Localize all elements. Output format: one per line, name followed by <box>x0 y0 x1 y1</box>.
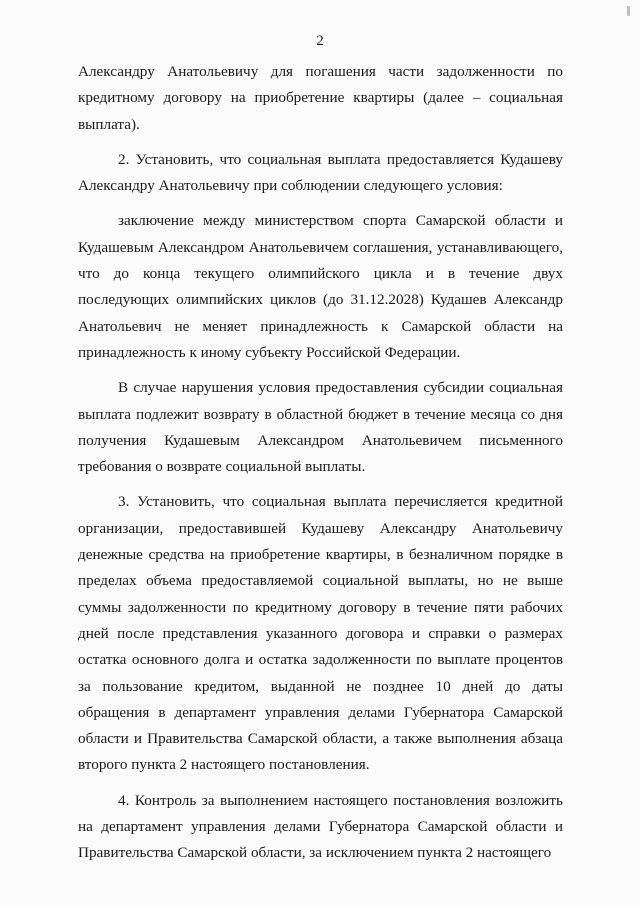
paragraph-item-3: 3. Установить, что социальная выплата перечисляется кредитной организации, предоставившей Кудашеву Александру Анатольевичу денежные средства на приобретение квартиры, в безналичном порядке в пределах объема предоставляемой социальной выплаты, но не выше суммы задолженности по кредитному договору в течение пяти рабочих дней после представления указанного договора и справки о размерах остатка основного долга и остатка задолженности по выплате процентов за пользование кредитом, выданной не позднее 10 дней до даты обращения в департамент управления делами Губернатора Самарской области и Правительства Самарской области, а также выполнения абзаца второго пункта 2 настоящего постановления. <box>78 493 563 774</box>
paragraph-item-2: 2. Установить, что социальная выплата предоставляется Кудашеву Александру Анатольевичу при соблюдении следующего условия: <box>78 150 563 195</box>
paragraph-continuation: Александру Анатольевичу для погашения части задолженности по кредитному договору на приобретение квартиры (далее – социальная выплата). <box>78 63 563 133</box>
scan-speck <box>627 6 630 16</box>
document-body <box>78 59 563 867</box>
paragraph-violation: В случае нарушения условия предоставления субсидии социальная выплата подлежит возврату в областной бюджет в течение месяца со дня получения Кудашевым Александром Анатольевичем письменного требования о возврате социальной выплаты. <box>78 379 563 476</box>
paragraph-condition: заключение между министерством спорта Самарской области и Кудашевым Александром Анатольевичем соглашения, устанавливающего, что до конца текущего олимпийского цикла и в течение двух последующих олимпийских циклов (до 31.12.2028) Кудашев Александр Анатольевич не меняет принадлежность к Самарской области на принадлежность к иному субъекту Российской Федерации. <box>78 212 563 361</box>
page-number: 2 <box>316 33 324 49</box>
paragraph-item-4: 4. Контроль за выполнением настоящего постановления возложить на департамент управления делами Губернатора Самарской области и Правительства Самарской области, за исключением пункта 2 настоящего <box>78 791 563 862</box>
